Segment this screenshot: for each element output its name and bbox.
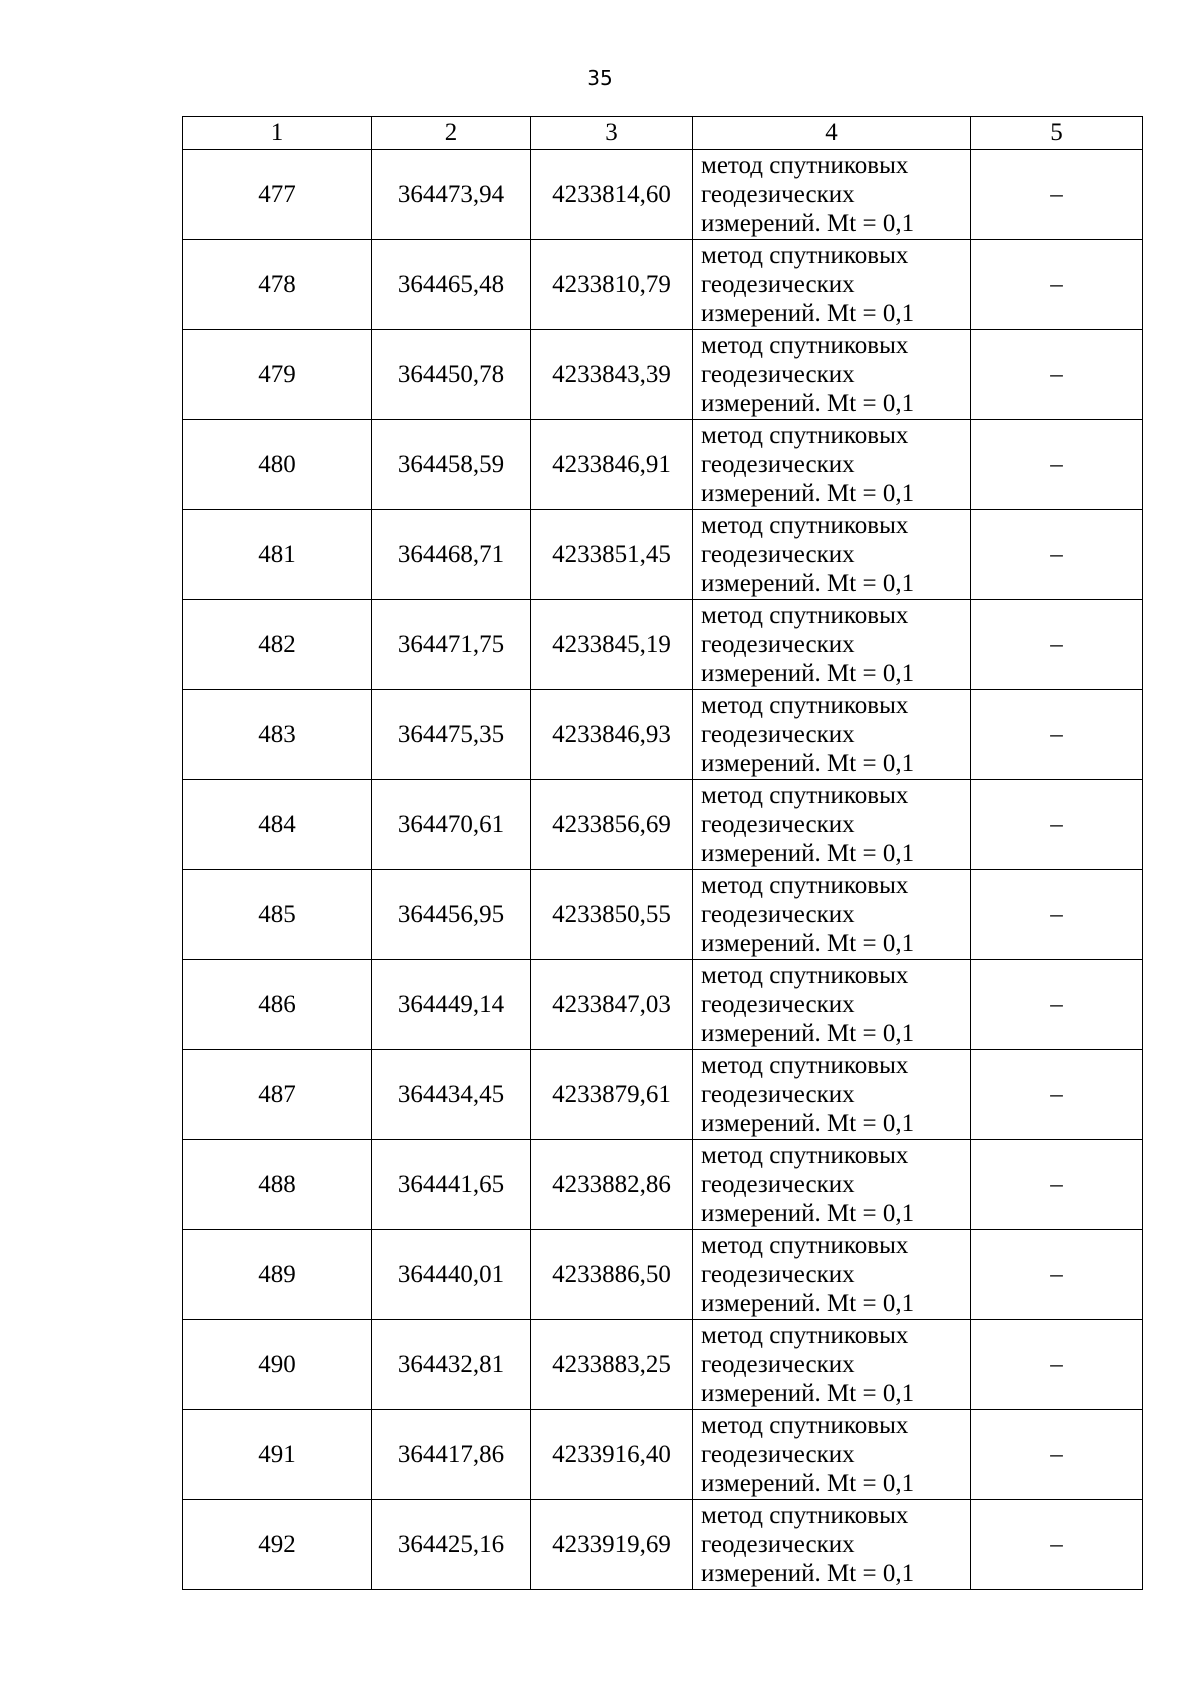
point-number-cell: 480 <box>183 420 372 510</box>
y-coordinate-cell: 4233916,40 <box>531 1410 693 1500</box>
method-line: геодезических <box>701 451 855 478</box>
x-coordinate-cell: 364417,86 <box>372 1410 531 1500</box>
method-line: геодезических <box>701 541 855 568</box>
x-coordinate-cell: 364441,65 <box>372 1140 531 1230</box>
method-cell <box>693 1320 971 1410</box>
table-row <box>183 330 1143 420</box>
y-coordinate-cell: 4233856,69 <box>531 780 693 870</box>
method-line: метод спутниковых <box>701 962 909 989</box>
method-line: измерений. Mt = 0,1 <box>701 570 915 597</box>
table-row <box>183 780 1143 870</box>
method-line: геодезических <box>701 721 855 748</box>
note-cell: – <box>971 1500 1143 1590</box>
method-line: геодезических <box>701 271 855 298</box>
note-cell: – <box>971 690 1143 780</box>
x-coordinate-cell: 364449,14 <box>372 960 531 1050</box>
x-coordinate-cell: 364440,01 <box>372 1230 531 1320</box>
note-cell: – <box>971 870 1143 960</box>
x-coordinate-cell: 364475,35 <box>372 690 531 780</box>
column-header: 4 <box>693 117 971 150</box>
note-cell: – <box>971 150 1143 240</box>
x-coordinate-cell: 364432,81 <box>372 1320 531 1410</box>
point-number-cell: 477 <box>183 150 372 240</box>
table-row <box>183 420 1143 510</box>
y-coordinate-cell: 4233882,86 <box>531 1140 693 1230</box>
point-number-cell: 487 <box>183 1050 372 1140</box>
method-line: измерений. Mt = 0,1 <box>701 840 915 867</box>
y-coordinate-cell: 4233843,39 <box>531 330 693 420</box>
method-line: метод спутниковых <box>701 1052 909 1079</box>
note-cell: – <box>971 510 1143 600</box>
note-cell: – <box>971 960 1143 1050</box>
point-number-cell: 486 <box>183 960 372 1050</box>
table-row <box>183 600 1143 690</box>
method-line: измерений. Mt = 0,1 <box>701 1200 915 1227</box>
point-number-cell: 479 <box>183 330 372 420</box>
method-line: метод спутниковых <box>701 242 909 269</box>
table-row <box>183 1320 1143 1410</box>
table-row <box>183 1050 1143 1140</box>
method-cell <box>693 600 971 690</box>
point-number-cell: 490 <box>183 1320 372 1410</box>
x-coordinate-cell: 364471,75 <box>372 600 531 690</box>
method-line: геодезических <box>701 1261 855 1288</box>
table-row <box>183 510 1143 600</box>
table-body <box>183 150 1143 1590</box>
note-cell: – <box>971 420 1143 510</box>
x-coordinate-cell: 364458,59 <box>372 420 531 510</box>
method-cell <box>693 510 971 600</box>
y-coordinate-cell: 4233810,79 <box>531 240 693 330</box>
column-header: 5 <box>971 117 1143 150</box>
table-header <box>183 117 1143 150</box>
point-number-cell: 488 <box>183 1140 372 1230</box>
table-row <box>183 1500 1143 1590</box>
y-coordinate-cell: 4233879,61 <box>531 1050 693 1140</box>
method-line: измерений. Mt = 0,1 <box>701 1470 915 1497</box>
method-line: измерений. Mt = 0,1 <box>701 1290 915 1317</box>
x-coordinate-cell: 364425,16 <box>372 1500 531 1590</box>
method-line: геодезических <box>701 901 855 928</box>
method-cell <box>693 1500 971 1590</box>
x-coordinate-cell: 364470,61 <box>372 780 531 870</box>
method-line: измерений. Mt = 0,1 <box>701 300 915 327</box>
x-coordinate-cell: 364473,94 <box>372 150 531 240</box>
table-row <box>183 1410 1143 1500</box>
method-line: геодезических <box>701 991 855 1018</box>
method-line: измерений. Mt = 0,1 <box>701 210 915 237</box>
coordinates-table <box>182 116 1143 1590</box>
method-line: метод спутниковых <box>701 1142 909 1169</box>
method-line: геодезических <box>701 1081 855 1108</box>
method-cell <box>693 150 971 240</box>
point-number-cell: 485 <box>183 870 372 960</box>
y-coordinate-cell: 4233846,91 <box>531 420 693 510</box>
y-coordinate-cell: 4233919,69 <box>531 1500 693 1590</box>
note-cell: – <box>971 1050 1143 1140</box>
method-line: измерений. Mt = 0,1 <box>701 1110 915 1137</box>
method-line: измерений. Mt = 0,1 <box>701 390 915 417</box>
method-line: измерений. Mt = 0,1 <box>701 480 915 507</box>
note-cell: – <box>971 330 1143 420</box>
note-cell: – <box>971 1410 1143 1500</box>
note-cell: – <box>971 1230 1143 1320</box>
note-cell: – <box>971 600 1143 690</box>
note-cell: – <box>971 1320 1143 1410</box>
method-cell <box>693 240 971 330</box>
x-coordinate-cell: 364468,71 <box>372 510 531 600</box>
x-coordinate-cell: 364456,95 <box>372 870 531 960</box>
method-cell <box>693 420 971 510</box>
point-number-cell: 482 <box>183 600 372 690</box>
note-cell: – <box>971 780 1143 870</box>
point-number-cell: 478 <box>183 240 372 330</box>
point-number-cell: 481 <box>183 510 372 600</box>
table-row <box>183 690 1143 780</box>
y-coordinate-cell: 4233886,50 <box>531 1230 693 1320</box>
note-cell: – <box>971 1140 1143 1230</box>
method-cell <box>693 1230 971 1320</box>
method-line: метод спутниковых <box>701 872 909 899</box>
method-cell <box>693 1410 971 1500</box>
point-number-cell: 492 <box>183 1500 372 1590</box>
method-cell <box>693 1140 971 1230</box>
table-row <box>183 1230 1143 1320</box>
y-coordinate-cell: 4233814,60 <box>531 150 693 240</box>
method-line: метод спутниковых <box>701 692 909 719</box>
method-line: геодезических <box>701 1351 855 1378</box>
table-row <box>183 1140 1143 1230</box>
table-row <box>183 870 1143 960</box>
method-cell <box>693 1050 971 1140</box>
method-line: геодезических <box>701 811 855 838</box>
column-header: 1 <box>183 117 372 150</box>
method-line: измерений. Mt = 0,1 <box>701 930 915 957</box>
method-line: метод спутниковых <box>701 332 909 359</box>
method-cell <box>693 780 971 870</box>
x-coordinate-cell: 364450,78 <box>372 330 531 420</box>
point-number-cell: 483 <box>183 690 372 780</box>
method-line: измерений. Mt = 0,1 <box>701 1020 915 1047</box>
method-line: метод спутниковых <box>701 512 909 539</box>
method-line: геодезических <box>701 1531 855 1558</box>
table-row <box>183 240 1143 330</box>
method-line: геодезических <box>701 1171 855 1198</box>
method-line: геодезических <box>701 1441 855 1468</box>
y-coordinate-cell: 4233850,55 <box>531 870 693 960</box>
method-line: измерений. Mt = 0,1 <box>701 1380 915 1407</box>
y-coordinate-cell: 4233851,45 <box>531 510 693 600</box>
method-line: геодезических <box>701 181 855 208</box>
method-line: метод спутниковых <box>701 422 909 449</box>
header-row <box>183 117 1143 150</box>
page-number: 35 <box>587 66 613 90</box>
y-coordinate-cell: 4233845,19 <box>531 600 693 690</box>
column-header: 2 <box>372 117 531 150</box>
method-cell <box>693 870 971 960</box>
table-row <box>183 960 1143 1050</box>
point-number-cell: 489 <box>183 1230 372 1320</box>
table-row <box>183 150 1143 240</box>
point-number-cell: 491 <box>183 1410 372 1500</box>
method-line: метод спутниковых <box>701 1502 909 1529</box>
y-coordinate-cell: 4233847,03 <box>531 960 693 1050</box>
method-line: геодезических <box>701 361 855 388</box>
method-line: метод спутниковых <box>701 1232 909 1259</box>
column-header: 3 <box>531 117 693 150</box>
method-line: метод спутниковых <box>701 152 909 179</box>
method-cell <box>693 960 971 1050</box>
method-line: измерений. Mt = 0,1 <box>701 750 915 777</box>
note-cell: – <box>971 240 1143 330</box>
method-line: измерений. Mt = 0,1 <box>701 1560 915 1587</box>
x-coordinate-cell: 364465,48 <box>372 240 531 330</box>
method-line: геодезических <box>701 631 855 658</box>
method-line: метод спутниковых <box>701 602 909 629</box>
x-coordinate-cell: 364434,45 <box>372 1050 531 1140</box>
y-coordinate-cell: 4233846,93 <box>531 690 693 780</box>
method-cell <box>693 690 971 780</box>
method-line: измерений. Mt = 0,1 <box>701 660 915 687</box>
method-line: метод спутниковых <box>701 1322 909 1349</box>
method-line: метод спутниковых <box>701 782 909 809</box>
point-number-cell: 484 <box>183 780 372 870</box>
method-line: метод спутниковых <box>701 1412 909 1439</box>
method-cell <box>693 330 971 420</box>
y-coordinate-cell: 4233883,25 <box>531 1320 693 1410</box>
